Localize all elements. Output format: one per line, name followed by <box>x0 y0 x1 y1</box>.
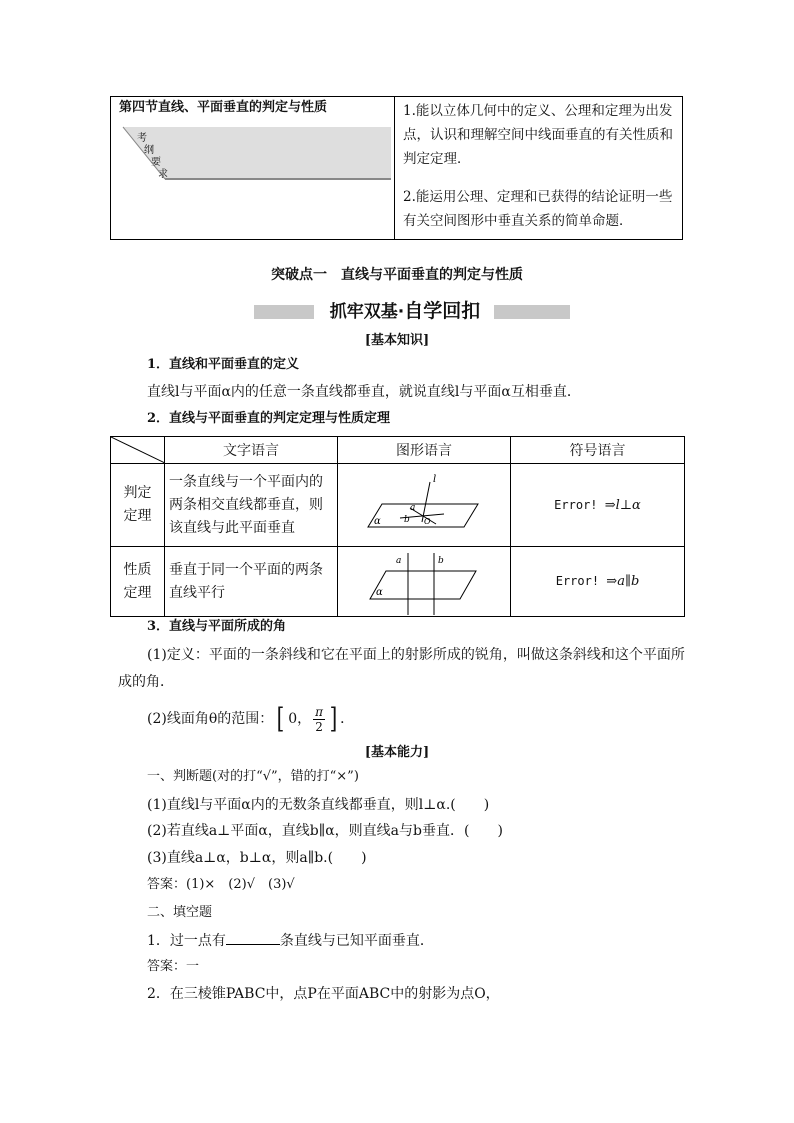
item1-title: 1．直线和平面垂直的定义 <box>147 357 300 372</box>
answer-2: 答案：一 <box>147 959 200 974</box>
side-label-3: 要 <box>151 157 161 168</box>
range-zero: 0， <box>288 711 312 727</box>
row-label-property <box>111 547 165 617</box>
question-3: (3)直线a⊥α，b⊥α，则a∥b.( ) <box>147 850 367 866</box>
row-label-judgment <box>111 464 165 547</box>
banner-left-bar <box>254 305 314 319</box>
row2-text: 垂直于同一个平面的两条直线平行 <box>165 547 338 617</box>
fig2-label-b: b <box>438 556 444 566</box>
left-bracket: [ <box>276 702 285 735</box>
header-left-cell <box>111 97 395 239</box>
row2-figure-cell <box>338 547 511 617</box>
header-symbol-language: 符号语言 <box>511 437 685 464</box>
fraction-denominator: 2 <box>315 719 323 734</box>
row2-symbol <box>511 547 685 617</box>
theorem-table <box>110 436 685 617</box>
fig1-label-b: b <box>404 515 410 525</box>
right-bracket: ] <box>329 702 338 735</box>
fig2-label-alpha: α <box>376 587 383 598</box>
side-label-2: 纲 <box>144 145 154 156</box>
fraction-numerator: π <box>315 704 324 719</box>
row1-figure-cell <box>338 464 511 547</box>
fill1-prefix: 1．过一点有 <box>147 933 226 949</box>
point-title: 突破点一 直线与平面垂直的判定与性质 <box>271 267 523 283</box>
range-line <box>147 700 354 738</box>
banner <box>254 300 570 324</box>
fig1-label-O: O <box>424 517 431 526</box>
row1-symbol <box>511 464 685 547</box>
side-label-4: 求 <box>158 169 168 180</box>
side-label-1: 考 <box>137 133 147 144</box>
fill-section-title: 二、填空题 <box>147 905 213 920</box>
fill1-blank <box>226 930 280 945</box>
row2-label-b: 定理 <box>123 584 152 601</box>
question-1: (1)直线l与平面α内的无数条直线都垂直，则l⊥α.( ) <box>147 797 490 813</box>
question-2: (2)若直线a⊥平面α，直线b∥α，则直线a与b垂直．( ) <box>147 823 503 839</box>
basic-knowledge-heading: [基本知识] <box>364 333 430 348</box>
fig2-label-a: a <box>396 556 402 566</box>
row2-label-a: 性质 <box>123 561 152 578</box>
section-title: 第四节直线、平面垂直的判定与性质 <box>119 100 328 115</box>
banner-dot: · <box>397 302 405 322</box>
fig1-label-l: l <box>433 474 437 485</box>
perpendicular-judgment-figure <box>338 464 510 546</box>
requirement-1: 1.能以立体几何中的定义、公理和定理为出发点，认识和理解空间中线面垂直的有关性质和判定定理． <box>403 103 673 167</box>
range-prefix: (2)线面角θ的范围： <box>147 711 274 727</box>
range-suffix: ． <box>340 711 355 727</box>
requirement-2: 2.能运用公理、定理和已获得的结论证明一些有关空间图形中垂直关系的简单命题． <box>403 189 673 229</box>
item3-definition: (1)定义：平面的一条斜线和它在平面上的射影所成的锐角，叫做这条斜线和这个平面所成的角． <box>118 647 685 690</box>
judgment-section-title: 一、判断题(对的打“√”，错的打“×”) <box>147 769 359 784</box>
header-text-language: 文字语言 <box>165 437 338 464</box>
row1-symbol-prefix: Error! <box>554 497 605 512</box>
item2-title: 2．直线与平面垂直的判定定理与性质定理 <box>147 411 391 426</box>
corner-diagonal <box>111 437 165 463</box>
fig1-label-alpha: α <box>374 516 381 527</box>
answer-1: 答案：(1)× (2)√ (3)√ <box>147 877 295 892</box>
fig1-label-a: a <box>410 503 416 513</box>
row2-symbol-prefix: Error! <box>555 574 607 588</box>
row1-label-a: 判定 <box>123 485 152 501</box>
pi-over-2-fraction <box>313 705 325 734</box>
row1-symbol-suffix: ⇒l⊥α <box>604 497 641 513</box>
fill-question-1 <box>147 930 434 951</box>
item1-text: 直线l与平面α内的任意一条直线都垂直，就说直线l与平面α互相垂直． <box>147 384 581 400</box>
row1-text: 一条直线与一个平面内的两条相交直线都垂直，则该直线与此平面垂直 <box>165 464 338 547</box>
row1-label-b: 定理 <box>123 508 152 524</box>
fill-question-2: 2．在三棱锥PABC中，点P在平面ABC中的射影为点O， <box>147 986 500 1002</box>
header-table <box>110 96 683 240</box>
banner-left-text: 抓牢双基 <box>329 302 398 322</box>
table-corner <box>111 437 165 464</box>
perpendicular-property-figure <box>338 547 510 616</box>
row2-symbol-suffix: ⇒a∥b <box>606 574 640 589</box>
header-graphic-language: 图形语言 <box>338 437 511 464</box>
banner-right-bar <box>494 305 570 319</box>
fill1-suffix: 条直线与已知平面垂直． <box>279 933 434 949</box>
banner-text <box>320 300 490 323</box>
item3-title: 3．直线与平面所成的角 <box>147 619 287 634</box>
basic-ability-heading: [基本能力] <box>364 745 430 760</box>
banner-right-text: 自学回扣 <box>404 300 481 322</box>
header-right-cell <box>395 97 683 239</box>
